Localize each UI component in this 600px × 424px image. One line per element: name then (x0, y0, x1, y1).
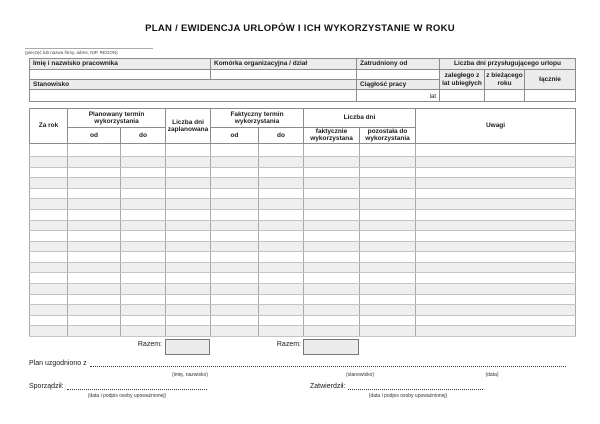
empty-cell[interactable] (416, 220, 576, 231)
empty-cell[interactable] (166, 315, 211, 326)
empty-cell[interactable] (68, 273, 121, 284)
empty-cell[interactable] (121, 220, 166, 231)
empty-cell[interactable] (211, 231, 259, 242)
empty-cell[interactable] (166, 241, 211, 252)
position-label: Stanowisko (30, 80, 357, 90)
empty-cell[interactable] (121, 178, 166, 189)
empty-cell[interactable] (30, 143, 68, 156)
empty-cell[interactable] (166, 262, 211, 273)
prepared-by-row (29, 382, 207, 390)
work-continuity-label: Ciągłość pracy (357, 80, 440, 90)
prepared-by-caption: (data i podpis osoby upoważnionej) (87, 393, 167, 399)
used-total-box[interactable] (303, 339, 359, 355)
total-days-label: łącznie (525, 70, 576, 90)
empty-cell[interactable] (30, 326, 68, 337)
empty-cell[interactable] (259, 305, 304, 316)
empty-cell[interactable] (121, 326, 166, 337)
agreed-with-row (29, 359, 566, 367)
employee-name-field[interactable] (30, 70, 211, 80)
empty-cell[interactable] (211, 167, 259, 178)
col-days-remaining-header: pozostała do wykorzystania (360, 128, 416, 144)
empty-cell[interactable] (166, 284, 211, 295)
planned-total-box[interactable] (165, 339, 210, 355)
empty-cell[interactable] (68, 231, 121, 242)
empty-cell[interactable] (68, 188, 121, 199)
empty-cell[interactable] (121, 284, 166, 295)
empty-cell[interactable] (304, 178, 360, 189)
empty-cell[interactable] (360, 220, 416, 231)
empty-cell[interactable] (259, 188, 304, 199)
agreed-position-caption: (stanowisko) (345, 372, 375, 378)
empty-cell[interactable] (121, 143, 166, 156)
empty-cell[interactable] (121, 315, 166, 326)
table-row (30, 156, 576, 167)
empty-cell[interactable] (68, 220, 121, 231)
empty-cell[interactable] (416, 178, 576, 189)
empty-cell[interactable] (259, 252, 304, 263)
empty-cell[interactable] (211, 284, 259, 295)
empty-cell[interactable] (68, 178, 121, 189)
vacation-table-body (30, 143, 576, 336)
empty-cell[interactable] (259, 143, 304, 156)
position-field[interactable] (30, 90, 357, 102)
empty-cell[interactable] (211, 209, 259, 220)
empty-cell[interactable] (259, 326, 304, 337)
empty-cell[interactable] (211, 188, 259, 199)
empty-cell[interactable] (211, 178, 259, 189)
empty-cell[interactable] (211, 326, 259, 337)
empty-cell[interactable] (259, 284, 304, 295)
overdue-days-field[interactable] (440, 90, 485, 102)
empty-cell[interactable] (416, 188, 576, 199)
empty-cell[interactable] (68, 199, 121, 210)
empty-cell[interactable] (304, 231, 360, 242)
empty-cell[interactable] (304, 241, 360, 252)
empty-cell[interactable] (416, 284, 576, 295)
empty-cell[interactable] (30, 178, 68, 189)
empty-cell[interactable] (259, 199, 304, 210)
empty-cell[interactable] (30, 262, 68, 273)
department-field[interactable] (211, 70, 357, 80)
table-row (30, 167, 576, 178)
col-from-actual-header: od (211, 128, 259, 144)
table-row (30, 326, 576, 337)
empty-cell[interactable] (121, 188, 166, 199)
empty-cell[interactable] (30, 167, 68, 178)
total-days-field[interactable] (525, 90, 576, 102)
employee-info-table (29, 58, 576, 102)
empty-cell[interactable] (360, 273, 416, 284)
empty-cell[interactable] (259, 241, 304, 252)
empty-cell[interactable] (360, 199, 416, 210)
approved-by-field[interactable] (348, 382, 483, 390)
table-row (30, 273, 576, 284)
empty-cell[interactable] (360, 156, 416, 167)
empty-cell[interactable] (211, 143, 259, 156)
table-row (30, 315, 576, 326)
empty-cell[interactable] (30, 220, 68, 231)
empty-cell[interactable] (259, 156, 304, 167)
empty-cell[interactable] (30, 284, 68, 295)
empty-cell[interactable] (360, 209, 416, 220)
empty-cell[interactable] (211, 199, 259, 210)
empty-cell[interactable] (166, 326, 211, 337)
empty-cell[interactable] (304, 167, 360, 178)
agreed-date-caption: (data) (485, 372, 499, 378)
empty-cell[interactable] (121, 156, 166, 167)
empty-cell[interactable] (416, 199, 576, 210)
empty-cell[interactable] (360, 262, 416, 273)
empty-cell[interactable] (166, 209, 211, 220)
planned-total-label: Razem: (137, 341, 162, 348)
empty-cell[interactable] (304, 156, 360, 167)
empty-cell[interactable] (304, 273, 360, 284)
col-actual-term-header: Faktyczny termin wykorzystania (211, 109, 304, 128)
empty-cell[interactable] (166, 305, 211, 316)
empty-cell[interactable] (68, 305, 121, 316)
used-total-label: Razem: (276, 341, 301, 348)
col-planned-days-header: Liczba dni zaplanowana (166, 109, 211, 144)
empty-cell[interactable] (121, 167, 166, 178)
empty-cell[interactable] (166, 252, 211, 263)
empty-cell[interactable] (30, 252, 68, 263)
empty-cell[interactable] (166, 167, 211, 178)
empty-cell[interactable] (68, 262, 121, 273)
empty-cell[interactable] (416, 273, 576, 284)
empty-cell[interactable] (68, 326, 121, 337)
empty-cell[interactable] (360, 178, 416, 189)
prepared-by-label: Sporządził: (29, 383, 64, 390)
empty-cell[interactable] (360, 231, 416, 242)
empty-cell[interactable] (68, 294, 121, 305)
table-row (30, 294, 576, 305)
empty-cell[interactable] (121, 262, 166, 273)
col-year-header: Za rok (30, 109, 68, 144)
col-from-planned-header: od (68, 128, 121, 144)
empty-cell[interactable] (304, 284, 360, 295)
empty-cell[interactable] (68, 143, 121, 156)
empty-cell[interactable] (259, 209, 304, 220)
empty-cell[interactable] (304, 220, 360, 231)
empty-cell[interactable] (121, 305, 166, 316)
empty-cell[interactable] (121, 241, 166, 252)
empty-cell[interactable] (304, 294, 360, 305)
department-label: Komórka organizacyjna / dział (211, 59, 357, 70)
agreed-with-field[interactable] (90, 359, 566, 367)
empty-cell[interactable] (30, 241, 68, 252)
empty-cell[interactable] (304, 305, 360, 316)
col-planned-term-header: Planowany termin wykorzystania (68, 109, 166, 128)
table-row (30, 284, 576, 295)
empty-cell[interactable] (416, 262, 576, 273)
empty-cell[interactable] (166, 273, 211, 284)
approved-by-label: Zatwierdził: (310, 383, 346, 390)
empty-cell[interactable] (304, 326, 360, 337)
empty-cell[interactable] (68, 156, 121, 167)
empty-cell[interactable] (360, 284, 416, 295)
empty-cell[interactable] (360, 252, 416, 263)
empty-cell[interactable] (416, 241, 576, 252)
empty-cell[interactable] (121, 231, 166, 242)
empty-cell[interactable] (360, 241, 416, 252)
empty-cell[interactable] (30, 294, 68, 305)
empty-cell[interactable] (360, 315, 416, 326)
empty-cell[interactable] (121, 252, 166, 263)
empty-cell[interactable] (211, 315, 259, 326)
agreed-name-caption: (imię, nazwisko) (172, 372, 208, 378)
empty-cell[interactable] (416, 156, 576, 167)
empty-cell[interactable] (304, 209, 360, 220)
empty-cell[interactable] (30, 199, 68, 210)
empty-cell[interactable] (360, 326, 416, 337)
empty-cell[interactable] (211, 220, 259, 231)
empty-cell[interactable] (211, 262, 259, 273)
table-row (30, 199, 576, 210)
table-row (30, 220, 576, 231)
empty-cell[interactable] (211, 241, 259, 252)
empty-cell[interactable] (68, 209, 121, 220)
employee-name-label: Imię i nazwisko pracownika (30, 59, 211, 70)
current-year-days-label: z bieżącego roku (485, 70, 525, 90)
empty-cell[interactable] (121, 209, 166, 220)
empty-cell[interactable] (166, 178, 211, 189)
empty-cell[interactable] (259, 167, 304, 178)
empty-cell[interactable] (259, 220, 304, 231)
empty-cell[interactable] (211, 156, 259, 167)
empty-cell[interactable] (304, 188, 360, 199)
empty-cell[interactable] (259, 178, 304, 189)
current-year-days-field[interactable] (485, 90, 525, 102)
table-row (30, 209, 576, 220)
empty-cell[interactable] (360, 294, 416, 305)
col-to-actual-header: do (259, 128, 304, 144)
table-row (30, 305, 576, 316)
empty-cell[interactable] (304, 315, 360, 326)
entitled-days-label: Liczba dni przysługującego urlopu (440, 59, 576, 70)
empty-cell[interactable] (30, 231, 68, 242)
empty-cell[interactable] (166, 220, 211, 231)
col-to-planned-header: do (121, 128, 166, 144)
empty-cell[interactable] (211, 252, 259, 263)
empty-cell[interactable] (166, 156, 211, 167)
prepared-by-field[interactable] (67, 382, 207, 390)
empty-cell[interactable] (416, 231, 576, 242)
empty-cell[interactable] (68, 252, 121, 263)
empty-cell[interactable] (166, 294, 211, 305)
empty-cell[interactable] (30, 188, 68, 199)
empty-cell[interactable] (211, 305, 259, 316)
employed-from-field[interactable] (357, 70, 440, 80)
empty-cell[interactable] (416, 143, 576, 156)
empty-cell[interactable] (416, 209, 576, 220)
empty-cell[interactable] (30, 156, 68, 167)
empty-cell[interactable] (121, 199, 166, 210)
empty-cell[interactable] (259, 262, 304, 273)
empty-cell[interactable] (211, 273, 259, 284)
empty-cell[interactable] (68, 284, 121, 295)
table-row (30, 178, 576, 189)
stamp-area-line (25, 48, 153, 49)
empty-cell[interactable] (121, 294, 166, 305)
empty-cell[interactable] (259, 315, 304, 326)
table-row (30, 231, 576, 242)
table-row (30, 241, 576, 252)
table-row (30, 188, 576, 199)
empty-cell[interactable] (259, 231, 304, 242)
empty-cell[interactable] (304, 262, 360, 273)
agreed-with-label: Plan uzgodniono z (29, 360, 87, 367)
empty-cell[interactable] (416, 167, 576, 178)
empty-cell[interactable] (121, 273, 166, 284)
empty-cell[interactable] (416, 326, 576, 337)
col-days-used-header: faktycznie wykorzystana (304, 128, 360, 144)
empty-cell[interactable] (30, 273, 68, 284)
empty-cell[interactable] (304, 252, 360, 263)
page-title: PLAN / EWIDENCJA URLOPÓW I ICH WYKORZYSTANIE W ROKU (145, 23, 455, 34)
employed-from-label: Zatrudniony od (357, 59, 440, 70)
vacation-table (29, 108, 576, 337)
empty-cell[interactable] (416, 294, 576, 305)
empty-cell[interactable] (416, 315, 576, 326)
col-days-header: Liczba dni (304, 109, 416, 128)
table-row (30, 262, 576, 273)
empty-cell[interactable] (360, 167, 416, 178)
approved-by-row (310, 382, 483, 390)
empty-cell[interactable] (259, 294, 304, 305)
table-row (30, 252, 576, 263)
overdue-days-label: zaległego z lat ubiegłych (440, 70, 485, 90)
continuity-years-field[interactable]: lat (357, 90, 440, 102)
approved-by-caption: (data i podpis osoby upoważnionej) (368, 393, 448, 399)
col-remarks-header: Uwagi (416, 109, 576, 144)
empty-cell[interactable] (166, 188, 211, 199)
empty-cell[interactable] (304, 199, 360, 210)
empty-cell[interactable] (416, 252, 576, 263)
empty-cell[interactable] (68, 315, 121, 326)
empty-cell[interactable] (360, 143, 416, 156)
empty-cell[interactable] (68, 167, 121, 178)
empty-cell[interactable] (360, 188, 416, 199)
empty-cell[interactable] (30, 209, 68, 220)
stamp-caption: (pieczęć lub nazwa firmy, adres, NIP, REGON) (25, 50, 118, 55)
empty-cell[interactable] (166, 199, 211, 210)
empty-cell[interactable] (304, 143, 360, 156)
empty-cell[interactable] (259, 273, 304, 284)
table-row (30, 143, 576, 156)
empty-cell[interactable] (68, 241, 121, 252)
empty-cell[interactable] (166, 143, 211, 156)
empty-cell[interactable] (360, 305, 416, 316)
empty-cell[interactable] (30, 315, 68, 326)
empty-cell[interactable] (416, 305, 576, 316)
empty-cell[interactable] (166, 231, 211, 242)
empty-cell[interactable] (30, 305, 68, 316)
empty-cell[interactable] (211, 294, 259, 305)
